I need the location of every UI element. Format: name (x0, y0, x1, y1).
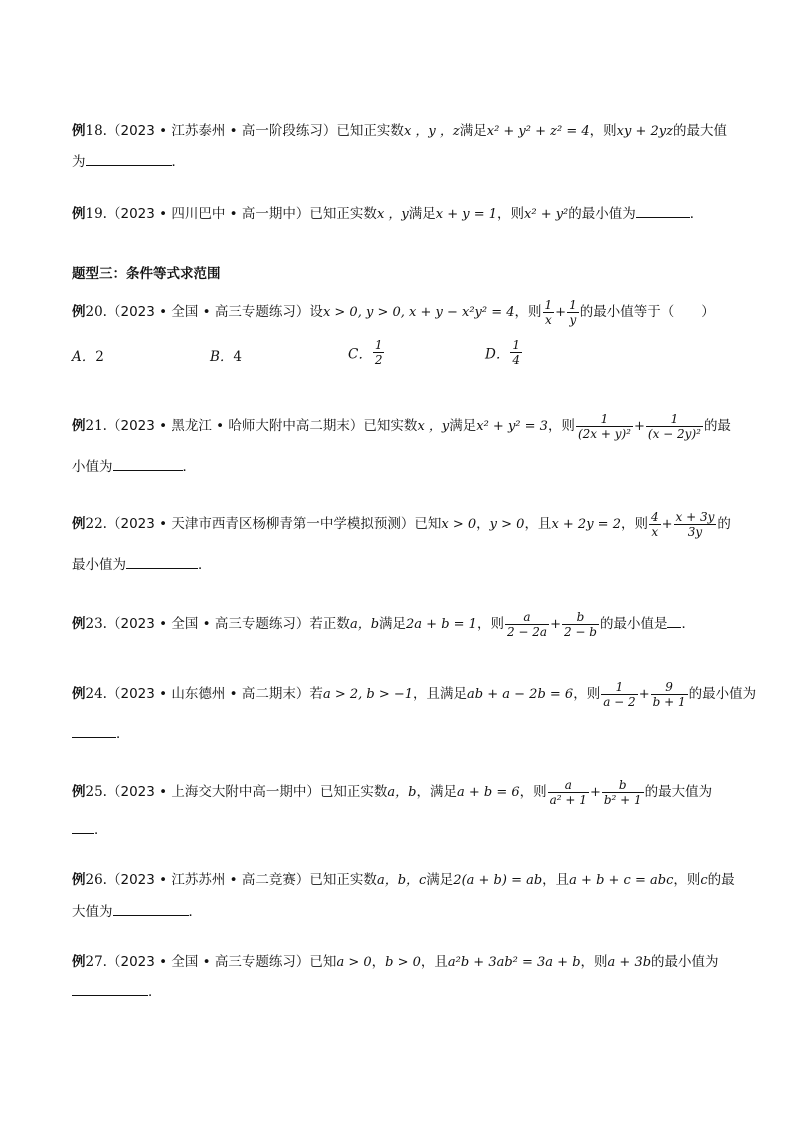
condition-prefix: 满足 (459, 123, 487, 139)
example-number: 23. (85, 616, 107, 632)
option-letter: D． (485, 346, 510, 363)
denominator: 3y (687, 525, 703, 539)
example-source: （2023 • 江苏苏州 • 高二竞赛）已知正实数 (106, 872, 377, 888)
connector: ，则 (519, 784, 547, 800)
example-27 (72, 952, 724, 973)
numerator: a (505, 610, 549, 625)
example-number: 25. (85, 784, 107, 800)
condition-prefix: 满足 (379, 616, 407, 632)
denominator: 2 − b (563, 625, 597, 639)
condition-a: a > 0 (336, 955, 372, 970)
example-label: 例 (72, 686, 86, 702)
period: ． (171, 154, 185, 170)
variables: x ，y (376, 207, 409, 222)
denominator: a − 2 (603, 695, 636, 709)
numerator: 1 (512, 338, 520, 352)
numerator: 1 (646, 412, 703, 427)
target-variable: c (700, 873, 708, 888)
example-label: 例 (72, 206, 86, 222)
line2-text: 大值为 (72, 904, 113, 920)
example-label: 例 (72, 784, 86, 800)
example-20: 例20.（2023 • 全国 • 高三专题练习）设x > 0, y > 0, x + y − x²y² = 4，则 $\frac{1}{x}$ + $\frac{1}{y}$ 的最小值等于（ ） (72, 298, 715, 327)
fraction (651, 680, 688, 709)
condition-b: b > 0 (385, 955, 421, 970)
answer-blank[interactable] (72, 983, 148, 996)
period: ． (148, 984, 162, 1000)
connector: ，则 (547, 418, 575, 434)
example-source: （2023 • 天津市西青区杨柳青第一中学模拟预测）已知 (106, 516, 442, 532)
example-label: 例 (72, 616, 86, 632)
denominator: y (569, 313, 577, 327)
example-25: 例25.（2023 • 上海交大附中高一期中）已知正实数a，b，满足a + b = 6，则 $\frac{a}{\text{a² + 1}}$ + $\frac{b}{\text{b² + 1}}$ 的最大值为 (72, 778, 713, 807)
example-label: 例 (72, 418, 86, 434)
denominator: (x − 2y)² (647, 427, 701, 441)
connector: ，则 (580, 954, 608, 970)
condition-x: x > 0 (441, 517, 477, 532)
example-label: 例 (72, 954, 86, 970)
denominator: (2x + y)² (577, 427, 631, 441)
example-24-line2 (72, 722, 130, 742)
condition-prefix: 满足 (408, 206, 436, 222)
connector: ，且 (524, 516, 552, 532)
example-22-line2 (72, 553, 212, 573)
condition-prefix: 满足 (449, 418, 477, 434)
fraction (543, 298, 555, 327)
line2-text: 最小值为 (72, 557, 126, 573)
option-letter: C． (348, 346, 372, 363)
condition-equation: x + 2y = 2 (551, 517, 621, 532)
variables: a，b (387, 785, 417, 800)
example-source: （2023 • 黑龙江 • 哈师大附中高二期末）已知实数 (106, 418, 418, 434)
fraction (646, 412, 703, 441)
separator: ， (476, 516, 490, 532)
numerator: 1 (544, 298, 553, 312)
example-26-line2 (72, 900, 202, 920)
connector: ，且 (420, 954, 448, 970)
example-26 (72, 870, 735, 891)
question-tail: 的最小值是 (599, 616, 668, 632)
option-letter: B． (210, 349, 234, 365)
condition-equation: x + y = 1 (435, 207, 498, 222)
example-source: （2023 • 全国 • 高三专题练习）已知 (106, 954, 337, 970)
condition-equation: a²b + 3ab² = 3a + b (447, 955, 581, 970)
answer-blank[interactable] (636, 205, 690, 218)
target-expression: x² + y² (524, 207, 569, 222)
answer-blank[interactable] (667, 615, 681, 628)
separator: ， (371, 954, 386, 970)
answer-blank[interactable] (113, 458, 183, 471)
connector: ，则 (514, 304, 542, 320)
condition-equation: ab + a − 2b = 6 (467, 687, 574, 702)
condition-equation: x² + y² + z² = 4 (486, 124, 590, 139)
example-number: 26. (85, 872, 107, 888)
numerator: 1 (374, 338, 383, 352)
option-b[interactable] (210, 345, 242, 365)
variables: a，b (349, 617, 380, 632)
option-fraction (373, 338, 385, 367)
connector: ，则 (673, 872, 701, 888)
numerator: b (562, 610, 599, 625)
condition-equation: 2(a + b) = ab (453, 873, 543, 888)
condition-equation: 2a + b = 1 (406, 617, 477, 632)
question-tail: 的 (717, 516, 731, 532)
numerator: a (548, 778, 589, 793)
example-label: 例 (72, 872, 86, 888)
question-tail: 的最大值 (672, 123, 727, 139)
example-24: 例24.（2023 • 山东德州 • 高二期末）若a > 2, b > −1，且满足ab + a − 2b = 6，则 $\frac{1}{a - 2}$ + $\frac{9}{b + 1}$ 的最小值为 (72, 680, 757, 709)
period: ． (188, 904, 202, 920)
example-source: （2023 • 江苏泰州 • 高一阶段练习）已知正实数 (106, 123, 404, 139)
fraction (601, 680, 637, 709)
example-source: （2023 • 上海交大附中高一期中）已知正实数 (106, 784, 388, 800)
example-21-line2 (72, 455, 196, 475)
condition-equation: x > 0, y > 0, x + y − x²y² = 4 (322, 305, 515, 320)
numerator: b (602, 778, 644, 793)
denominator: 4 (512, 353, 520, 367)
example-number: 20. (85, 304, 107, 320)
question-tail: 的最小值为 (651, 954, 719, 970)
question-tail: 的最小值为 (568, 206, 636, 222)
example-number: 19. (85, 206, 107, 222)
connector: ，则 (620, 516, 648, 532)
numerator: 1 (601, 680, 637, 695)
numerator: x + 3y (675, 510, 715, 524)
fraction (649, 510, 661, 539)
denominator: 2 (374, 353, 383, 367)
option-d[interactable] (485, 338, 523, 367)
fraction (505, 610, 549, 639)
line2-text: 为 (72, 154, 86, 170)
fraction (567, 298, 579, 327)
denominator: x (544, 313, 552, 327)
answer-blank[interactable] (113, 903, 189, 916)
question-tail: 的最大值为 (644, 784, 713, 800)
question-tail: 的最 (703, 418, 731, 434)
denominator: b² + 1 (603, 793, 642, 807)
example-number: 24. (85, 686, 107, 702)
example-18 (72, 121, 727, 142)
answer-blank[interactable] (126, 556, 198, 569)
example-label: 例 (72, 304, 86, 320)
fraction (548, 778, 589, 807)
option-value: 4 (233, 349, 243, 365)
fraction (602, 778, 644, 807)
example-18-line2 (72, 150, 185, 170)
connector: ，则 (497, 206, 525, 222)
example-source: （2023 • 四川巴中 • 高一期中）已知正实数 (106, 206, 377, 222)
connector: ，则 (476, 616, 504, 632)
answer-blank[interactable] (72, 725, 116, 738)
connector: ，且 (542, 872, 570, 888)
period: ． (182, 459, 196, 475)
fraction (562, 610, 599, 639)
period: ． (94, 822, 108, 838)
example-number: 18. (85, 123, 107, 139)
target-expression: xy + 2yz (616, 124, 673, 139)
target-expression: a + 3b (607, 955, 652, 970)
numerator: 1 (576, 412, 633, 427)
example-25-line2 (72, 818, 108, 838)
option-value: 2 (95, 349, 104, 365)
numerator: 4 (650, 510, 659, 524)
condition-equation: a + b = 6 (456, 785, 520, 800)
fraction (674, 510, 717, 539)
example-label: 例 (72, 516, 86, 532)
example-number: 22. (85, 516, 107, 532)
answer-blank[interactable] (86, 153, 172, 166)
period: ． (198, 557, 212, 573)
question-tail: 的最小值为 (688, 686, 757, 702)
denominator: b + 1 (652, 695, 686, 709)
period: ． (689, 206, 704, 222)
condition-prefix: 满足 (426, 872, 454, 888)
connector: ，则 (573, 686, 601, 702)
example-source: （2023 • 全国 • 高三专题练习）设 (106, 304, 323, 320)
option-a[interactable] (72, 345, 104, 365)
example-22: 例22.（2023 • 天津市西青区杨柳青第一中学模拟预测）已知x > 0，y > 0，且x + 2y = 2，则 $\frac{4}{x}$ + $\frac{x + 3y}{3y}$ 的 (72, 510, 731, 539)
condition-inequalities: a > 2, b > −1 (322, 687, 414, 702)
denominator: x (651, 525, 659, 539)
answer-blank[interactable] (72, 821, 94, 834)
example-21: 例21.（2023 • 黑龙江 • 哈师大附中高二期末）已知实数x ，y满足x² + y² = 3，则 $\frac{1}{\text{(2x + y)²}}$ + $\frac{1}{\text{(x − 2y)²}}$ 的最 (72, 412, 731, 441)
denominator: a² + 1 (549, 793, 587, 807)
condition-equation: x² + y² = 3 (476, 419, 548, 434)
condition-prefix: ，满足 (416, 784, 457, 800)
fraction (576, 412, 633, 441)
variables: a，b，c (376, 873, 427, 888)
question-tail: 的最小值等于（ ） (579, 304, 715, 320)
denominator: 2 − 2a (506, 625, 548, 639)
numerator: 9 (651, 680, 688, 695)
period: ． (681, 616, 695, 632)
connector: ，且满足 (413, 686, 468, 702)
section-heading: 题型三：条件等式求范围 (72, 266, 221, 282)
example-source: （2023 • 山东德州 • 高二期末）若 (106, 686, 323, 702)
line2-text: 小值为 (72, 459, 113, 475)
connector: ，则 (589, 123, 617, 139)
condition-equation-2: a + b + c = abc (569, 873, 674, 888)
numerator: 1 (569, 298, 577, 312)
example-number: 21. (85, 418, 107, 434)
example-source: （2023 • 全国 • 高三专题练习）若正数 (106, 616, 350, 632)
example-label: 例 (72, 123, 86, 139)
example-27-line2 (72, 980, 162, 1000)
option-c[interactable] (348, 338, 385, 367)
variables: x ，y (417, 419, 450, 434)
example-number: 27. (85, 954, 107, 970)
example-23: 例23.（2023 • 全国 • 高三专题练习）若正数a，b满足2a + b = 1，则 $\frac{a}{2 - 2a}$ + $\frac{b}{2 - b}$ 的最小值是 ． (72, 610, 695, 639)
option-fraction (510, 338, 522, 367)
example-19 (72, 204, 724, 225)
variables: x ，y ，z (403, 124, 460, 139)
option-letter: A． (72, 349, 96, 365)
condition-y: y > 0 (489, 517, 525, 532)
period: ． (116, 726, 130, 742)
question-tail: 的最 (707, 872, 735, 888)
